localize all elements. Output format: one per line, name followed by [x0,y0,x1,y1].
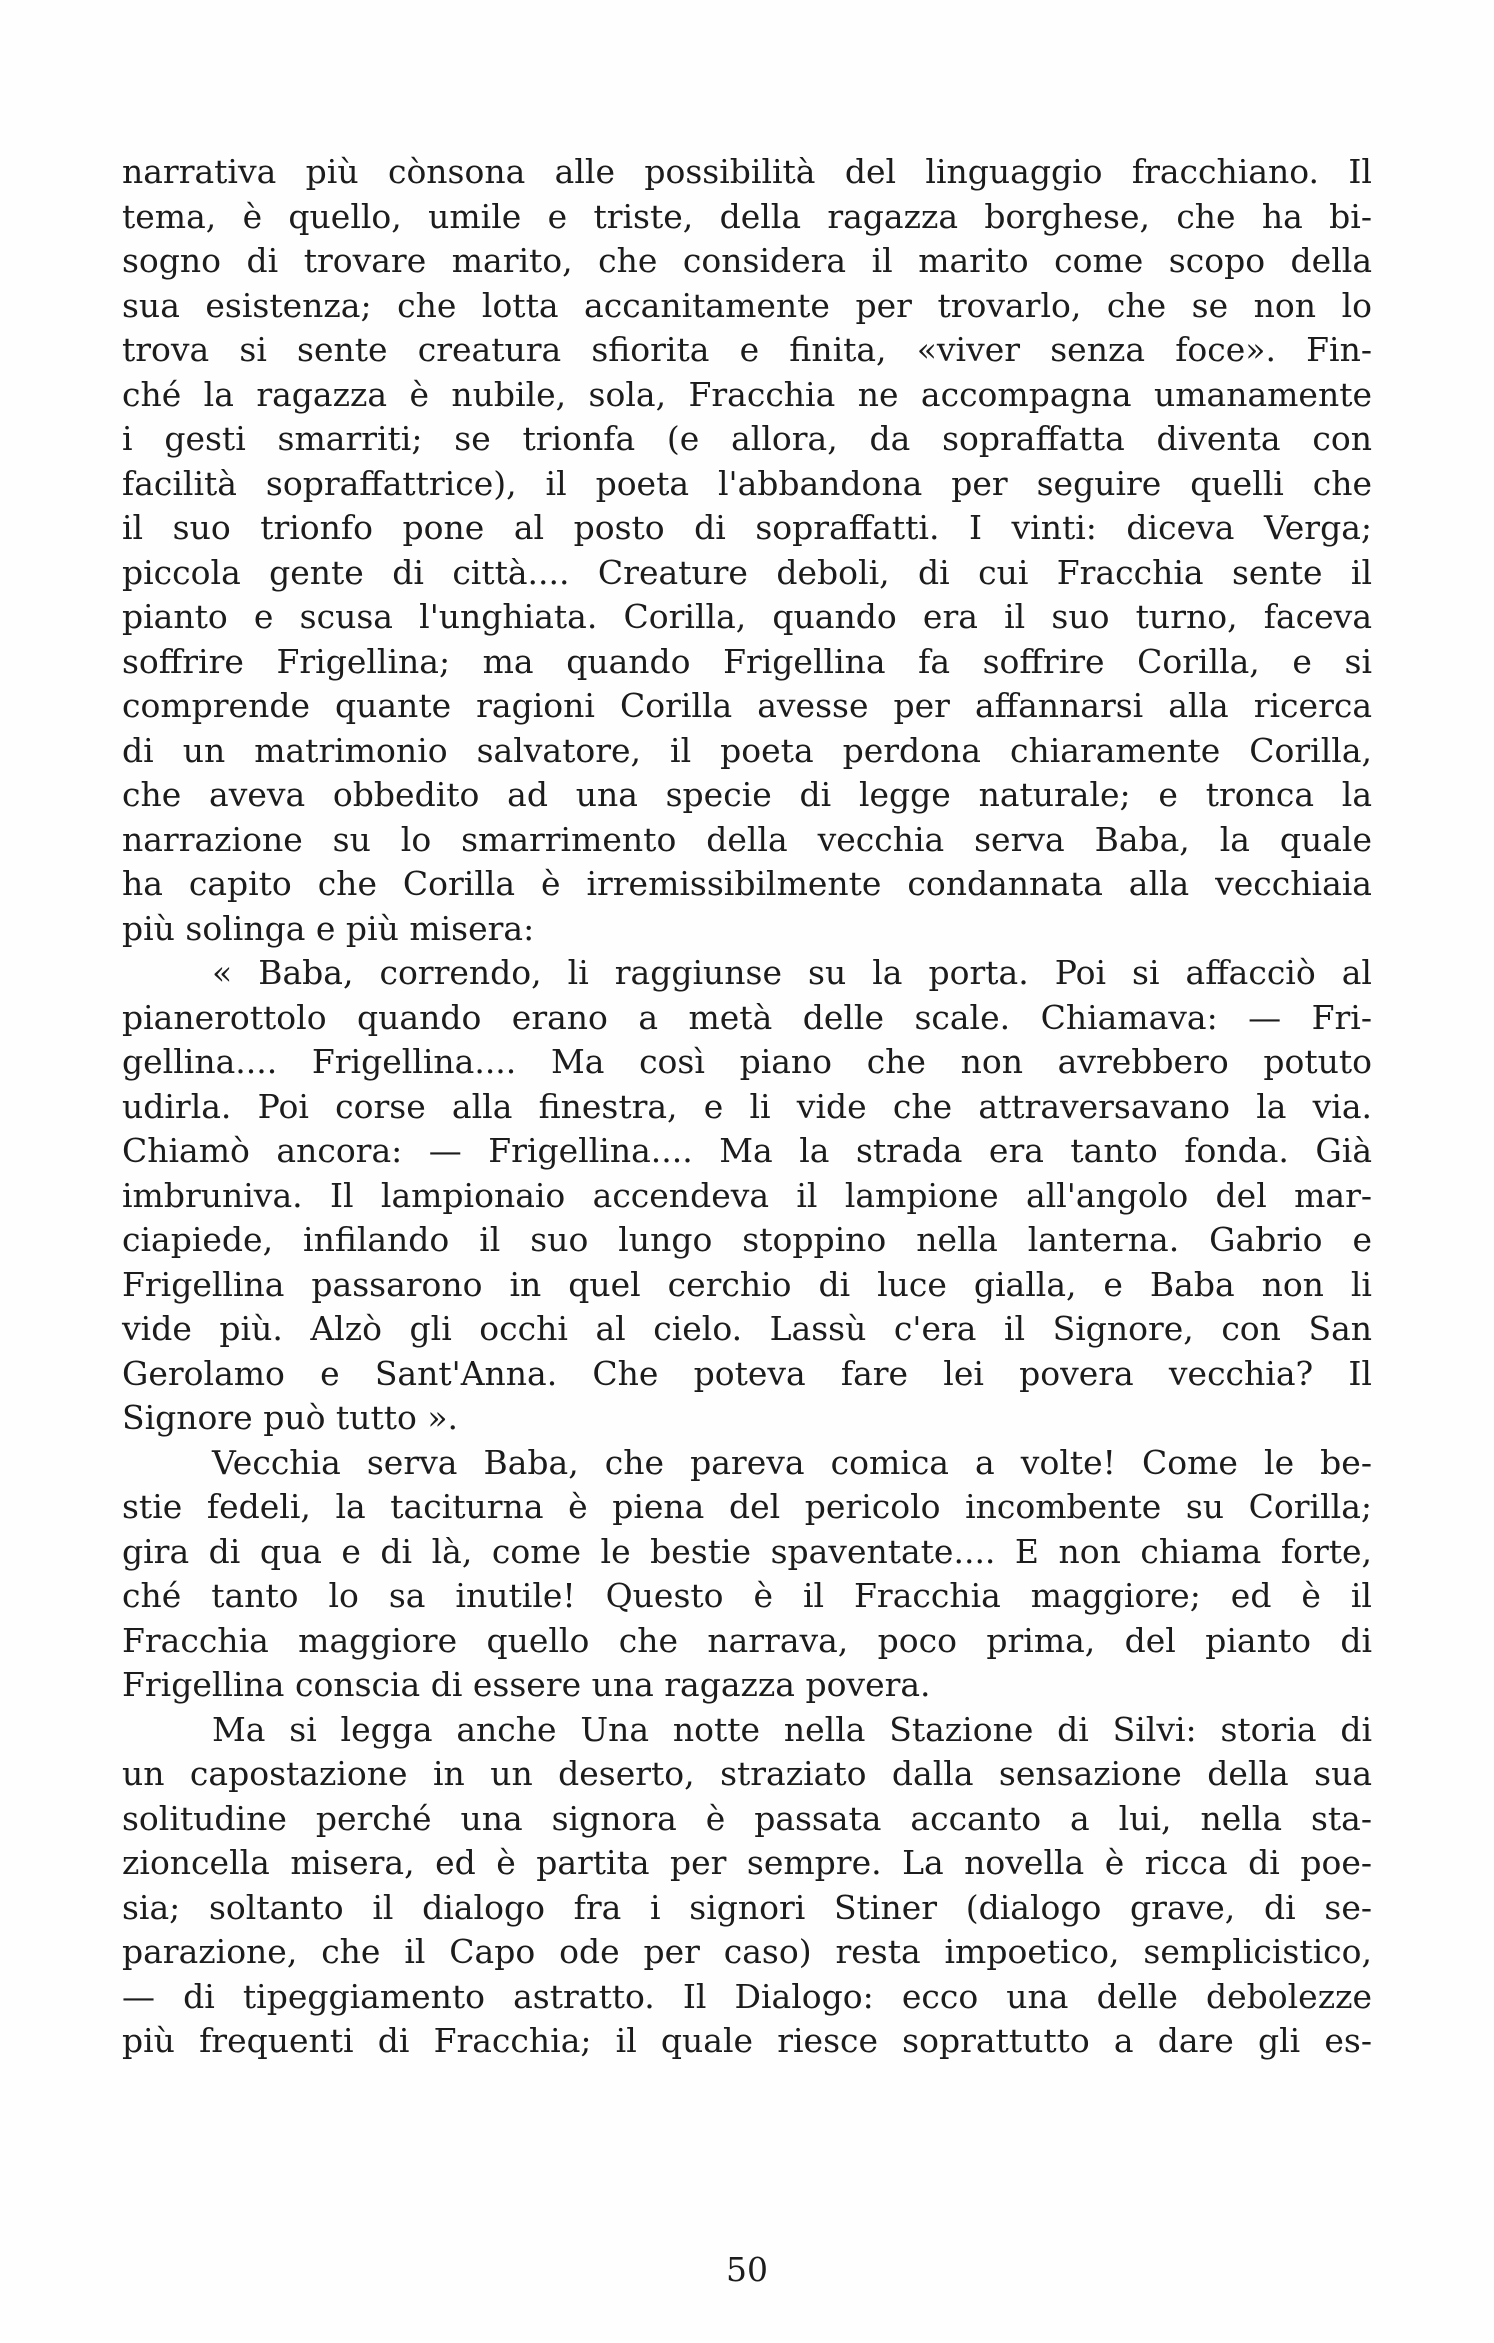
text-line: pianto e scusa l'unghiata. Corilla, quando era il suo turno, faceva [122,597,1372,636]
quote-line: ciapiede, infilando il suo lungo stoppino nella lanterna. Gabrio e [122,1220,1372,1259]
text-line: Vecchia serva Baba, che pareva comica a volte! Come le be- [212,1442,1372,1482]
quote-line: Signore può tutto ». [122,1398,459,1437]
text-line: ché tanto lo sa inutile! Questo è il Fracchia maggiore; ed è il [122,1576,1372,1615]
body-text [122,150,1372,2064]
text-line: ché la ragazza è nubile, sola, Fracchia ne accompagna umanamente [122,374,1372,414]
text-line: Frigellina conscia di essere una ragazza povera. [122,1665,931,1704]
quote-line: Frigellina passarono in quel cerchio di luce gialla, e Baba non li [122,1264,1372,1304]
text-line: più frequenti di Fracchia; il quale riesce soprattutto a dare gli es- [122,2021,1372,2060]
text-line: solitudine perché una signora è passata accanto a lui, nella sta- [122,1798,1372,1838]
text-line: comprende quante ragioni Corilla avesse per affannarsi alla ricerca [122,686,1372,725]
text-line: i gesti smarriti; se trionfa (e allora, da sopraffatta diventa con [122,419,1372,458]
page-number: 50 [726,2250,768,2289]
text-line: un capostazione in un deserto, straziato dalla sensazione della sua [122,1754,1372,1793]
text-line: il suo trionfo pone al posto di sopraffatti. I vinti: diceva Verga; [122,508,1372,547]
text-line: sogno di trovare marito, che considera il marito come scopo della [122,241,1372,280]
text-line: facilità sopraffattrice), il poeta l'abbandona per seguire quelli che [122,463,1372,503]
quote-line: « Baba, correndo, li raggiunse su la porta. Poi si affacciò al [212,953,1372,992]
text-line: parazione, che il Capo ode per caso) resta impoetico, semplicistico, [122,1932,1372,1971]
text-line: gira di qua e di là, come le bestie spaventate.... E non chiama forte, [122,1531,1372,1571]
text-line: soffrire Frigellina; ma quando Frigellina fa soffrire Corilla, e si [122,641,1372,681]
text-line: sua esistenza; che lotta accanitamente per trovarlo, che se non lo [122,285,1372,325]
quote-line: udirla. Poi corse alla finestra, e li vide che attraversavano la via. [122,1086,1372,1126]
text-line: sia; soltanto il dialogo fra i signori Stiner (dialogo grave, di se- [122,1887,1372,1927]
text-line: più solinga e più misera: [122,908,535,948]
text-line: — di tipeggiamento astratto. Il Dialogo: ecco una delle debolezze [122,1976,1372,2016]
text-line: trova si sente creatura sfiorita e finita, «viver senza foce». Fin- [122,330,1372,369]
quote-line: Chiamò ancora: — Frigellina.... Ma la strada era tanto fonda. Già [122,1131,1372,1170]
text-line: zioncella misera, ed è partita per sempre. La novella è ricca di poe- [122,1843,1372,1882]
text-line: narrazione su lo smarrimento della vecchia serva Baba, la quale [122,819,1372,859]
text-line: Ma si legga anche Una notte nella Stazione di Silvi: storia di [212,1709,1372,1749]
quote-line: vide più. Alzò gli occhi al cielo. Lassù c'era il Signore, con San [122,1309,1372,1348]
quote-line: Gerolamo e Sant'Anna. Che poteva fare lei povera vecchia? Il [122,1353,1372,1393]
quote-line: pianerottolo quando erano a metà delle scale. Chiamava: — Fri- [122,997,1372,1037]
text-line: stie fedeli, la taciturna è piena del pericolo incombente su Corilla; [122,1487,1372,1526]
text-line: tema, è quello, umile e triste, della ragazza borghese, che ha bi- [122,196,1372,236]
text-line: piccola gente di città.... Creature deboli, di cui Fracchia sente il [122,552,1372,592]
quote-line: imbruniva. Il lampionaio accendeva il lampione all'angolo del mar- [122,1175,1372,1215]
text-line: di un matrimonio salvatore, il poeta perdona chiaramente Corilla, [122,730,1372,770]
text-line: narrativa più cònsona alle possibilità del linguaggio fracchiano. Il [122,152,1372,191]
text-line: Fracchia maggiore quello che narrava, poco prima, del pianto di [122,1620,1372,1660]
quote-line: gellina.... Frigellina.... Ma così piano che non avrebbero potuto [122,1042,1372,1081]
text-line: ha capito che Corilla è irremissibilmente condannata alla vecchiaia [122,864,1372,903]
text-line: che aveva obbedito ad una specie di legge naturale; e tronca la [122,775,1372,814]
